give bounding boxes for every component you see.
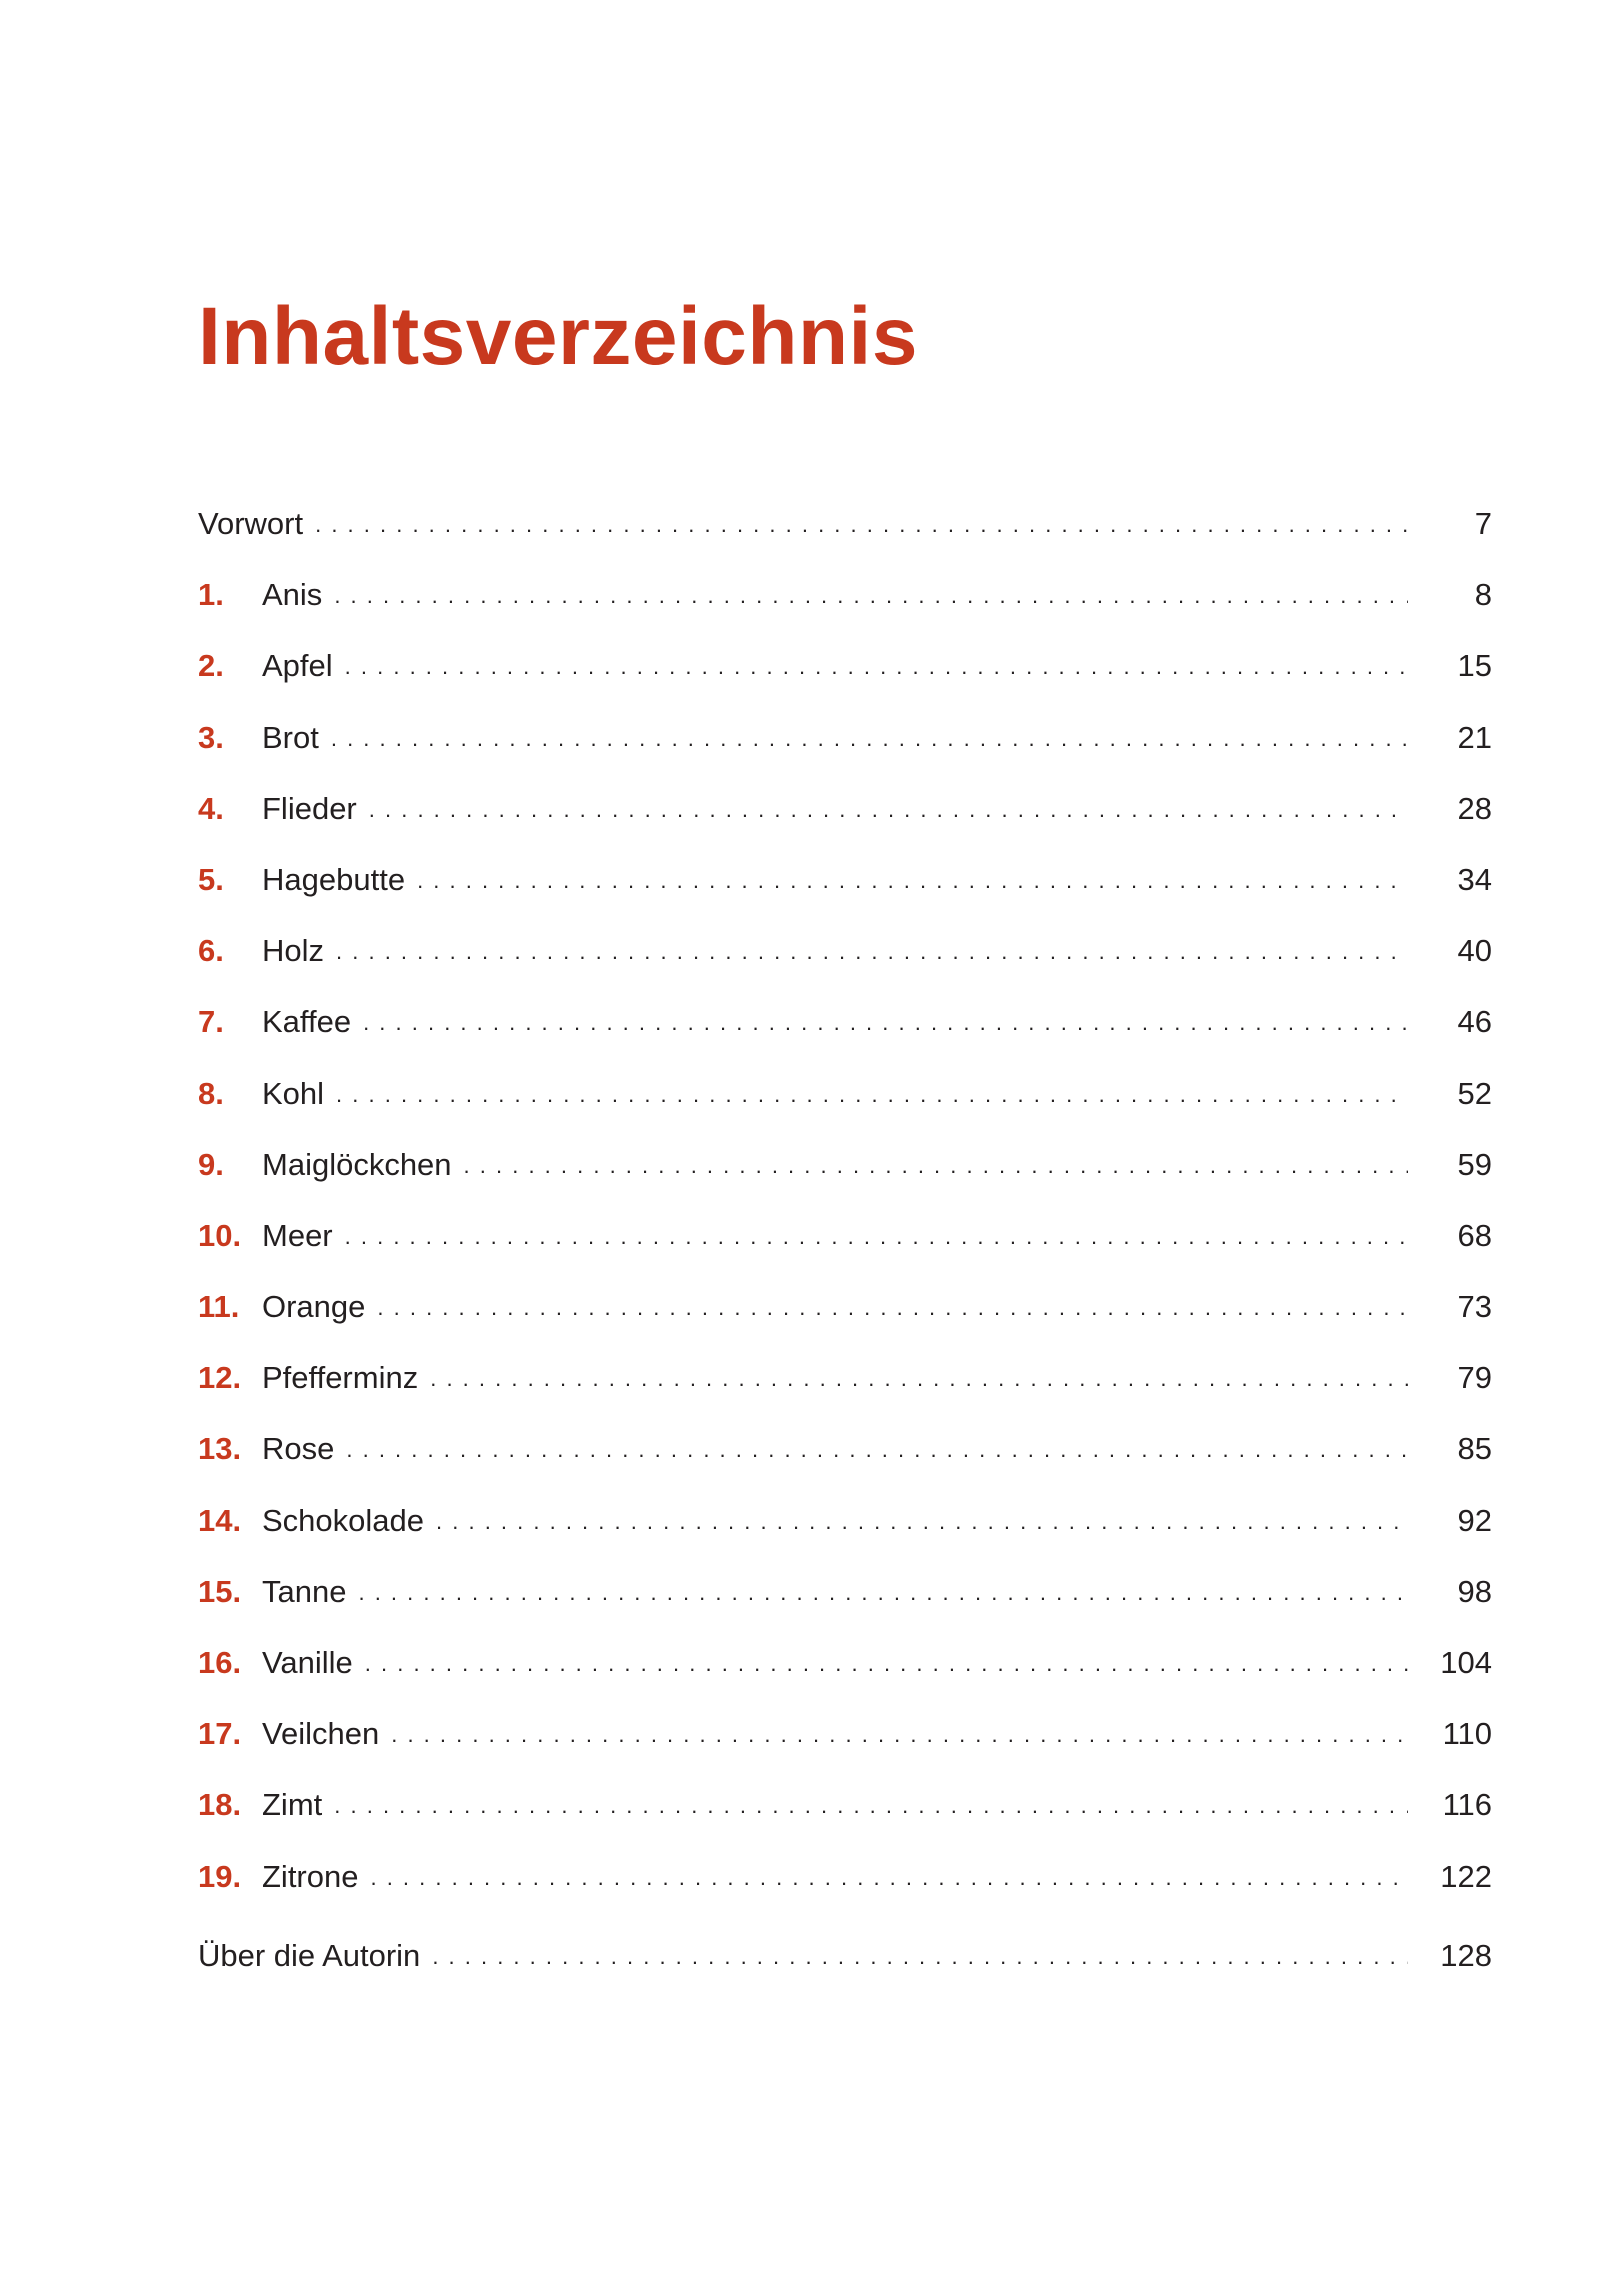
toc-entry-number: 12. xyxy=(198,1360,242,1396)
toc-entry[interactable] xyxy=(198,1006,1492,1077)
toc-entry-page-number: 73 xyxy=(1457,1289,1492,1325)
toc-entry-number: 18. xyxy=(198,1787,242,1823)
toc-entry-title: Brot xyxy=(262,719,319,755)
toc-entry-page-number: 110 xyxy=(1442,1716,1492,1752)
toc-entry[interactable] xyxy=(198,790,1492,864)
dot-leader xyxy=(377,1297,1408,1319)
toc-entry[interactable] xyxy=(198,861,1492,935)
dot-leader xyxy=(432,1946,1408,1968)
toc-entry-page-number: 104 xyxy=(1440,1645,1492,1680)
toc-entry-number: 4. xyxy=(198,790,224,826)
dot-leader xyxy=(336,941,1408,963)
dot-leader xyxy=(331,728,1408,750)
dot-leader xyxy=(358,1582,1408,1604)
toc-entry-number: 9. xyxy=(198,1146,224,1182)
toc-entry-title: Zimt xyxy=(262,1787,323,1823)
toc-entry-page-number: 79 xyxy=(1457,1360,1492,1396)
toc-entry[interactable] xyxy=(198,1146,1492,1220)
dot-leader xyxy=(464,1155,1408,1177)
toc-entry-title: Rose xyxy=(262,1431,335,1467)
toc-list xyxy=(198,508,1492,2011)
toc-entry-number: 7. xyxy=(198,1004,224,1040)
toc-entry[interactable] xyxy=(198,1217,1492,1291)
toc-entry-number: 11. xyxy=(198,1289,240,1325)
dot-leader xyxy=(336,1084,1408,1106)
toc-entry-page-number: 52 xyxy=(1457,1075,1492,1111)
toc-entry-title: Kaffee xyxy=(262,1004,352,1040)
toc-entry-number: 17. xyxy=(198,1716,242,1752)
toc-entry[interactable] xyxy=(198,1291,1492,1362)
toc-entry-number: 19. xyxy=(198,1858,242,1894)
toc-entry-page-number: 8 xyxy=(1474,577,1492,613)
toc-entry-number: 10. xyxy=(198,1217,242,1253)
toc-entry[interactable] xyxy=(198,1789,1492,1860)
toc-entry-number: 6. xyxy=(198,933,224,969)
toc-entry-page-number: 34 xyxy=(1457,861,1492,897)
toc-entry-title: Orange xyxy=(262,1289,366,1325)
toc-entry-number: 16. xyxy=(198,1645,242,1680)
toc-entry-number: 15. xyxy=(198,1573,242,1609)
toc-entry-title: Apfel xyxy=(262,648,333,684)
toc-entry[interactable] xyxy=(198,508,1492,579)
toc-entry[interactable] xyxy=(198,1858,1492,1932)
toc-entry-page-number: 68 xyxy=(1457,1217,1492,1253)
dot-leader xyxy=(363,1012,1408,1034)
toc-entry[interactable] xyxy=(198,1937,1492,2011)
toc-entry-page-number: 116 xyxy=(1442,1787,1492,1823)
toc-entry-number: 3. xyxy=(198,719,224,755)
toc-entry-title: Über die Autorin xyxy=(198,1937,421,1973)
toc-entry-title: Maiglöckchen xyxy=(262,1146,452,1182)
dot-leader xyxy=(334,1795,1408,1817)
toc-entry[interactable] xyxy=(198,650,1492,721)
toc-entry-number: 1. xyxy=(198,577,224,613)
toc-entry-page-number: 21 xyxy=(1457,719,1492,755)
page-title: Inhaltsverzeichnis xyxy=(198,291,918,382)
toc-entry-title: Vanille xyxy=(262,1645,353,1680)
toc-entry-title: Tanne xyxy=(262,1573,347,1609)
toc-entry-title: Meer xyxy=(262,1217,333,1253)
toc-entry[interactable] xyxy=(198,719,1492,793)
dot-leader xyxy=(345,656,1408,678)
toc-entry-page-number: 40 xyxy=(1457,933,1492,969)
toc-entry-page-number: 46 xyxy=(1457,1004,1492,1040)
dot-leader xyxy=(315,514,1408,536)
toc-entry[interactable] xyxy=(198,1075,1492,1149)
toc-entry-page-number: 85 xyxy=(1457,1431,1492,1467)
toc-entry[interactable] xyxy=(198,1502,1492,1576)
toc-entry-page-number: 122 xyxy=(1440,1858,1492,1894)
toc-entry[interactable] xyxy=(198,1362,1492,1433)
toc-entry-title: Veilchen xyxy=(262,1716,380,1752)
toc-entry-number: 13. xyxy=(198,1431,242,1467)
toc-entry-title: Hagebutte xyxy=(262,861,406,897)
toc-entry[interactable] xyxy=(198,1433,1492,1504)
dot-leader xyxy=(417,870,1408,892)
toc-entry-title: Schokolade xyxy=(262,1502,425,1538)
toc-entry-page-number: 28 xyxy=(1457,790,1492,826)
toc-entry[interactable] xyxy=(198,1647,1492,1718)
toc-entry-page-number: 15 xyxy=(1457,648,1492,684)
toc-entry-page-number: 59 xyxy=(1457,1146,1492,1182)
toc-entry-title: Flieder xyxy=(262,790,357,826)
toc-entry-number: 14. xyxy=(198,1502,242,1538)
toc-entry-title: Holz xyxy=(262,933,325,969)
toc-page xyxy=(198,0,1492,2284)
dot-leader xyxy=(370,1867,1408,1889)
toc-entry-title: Vorwort xyxy=(198,506,304,541)
toc-entry[interactable] xyxy=(198,935,1492,1006)
dot-leader xyxy=(369,799,1408,821)
dot-leader xyxy=(391,1724,1408,1746)
toc-entry[interactable] xyxy=(198,1573,1492,1647)
toc-entry-page-number: 128 xyxy=(1440,1937,1492,1973)
toc-entry-title: Kohl xyxy=(262,1075,325,1111)
toc-entry-page-number: 92 xyxy=(1457,1502,1492,1538)
dot-leader xyxy=(436,1511,1408,1533)
dot-leader xyxy=(346,1439,1408,1461)
toc-entry-title: Pfefferminz xyxy=(262,1360,419,1396)
dot-leader xyxy=(334,585,1408,607)
dot-leader xyxy=(430,1368,1408,1390)
toc-entry-number: 2. xyxy=(198,648,224,684)
toc-entry-title: Zitrone xyxy=(262,1858,359,1894)
toc-entry-number: 5. xyxy=(198,861,224,897)
toc-entry[interactable] xyxy=(198,579,1492,650)
toc-entry[interactable] xyxy=(198,1718,1492,1789)
toc-entry-number: 8. xyxy=(198,1075,224,1111)
dot-leader xyxy=(345,1226,1408,1248)
dot-leader xyxy=(365,1653,1408,1675)
toc-entry-title: Anis xyxy=(262,577,323,613)
toc-entry-page-number: 98 xyxy=(1457,1573,1492,1609)
toc-entry-page-number: 7 xyxy=(1474,506,1492,541)
